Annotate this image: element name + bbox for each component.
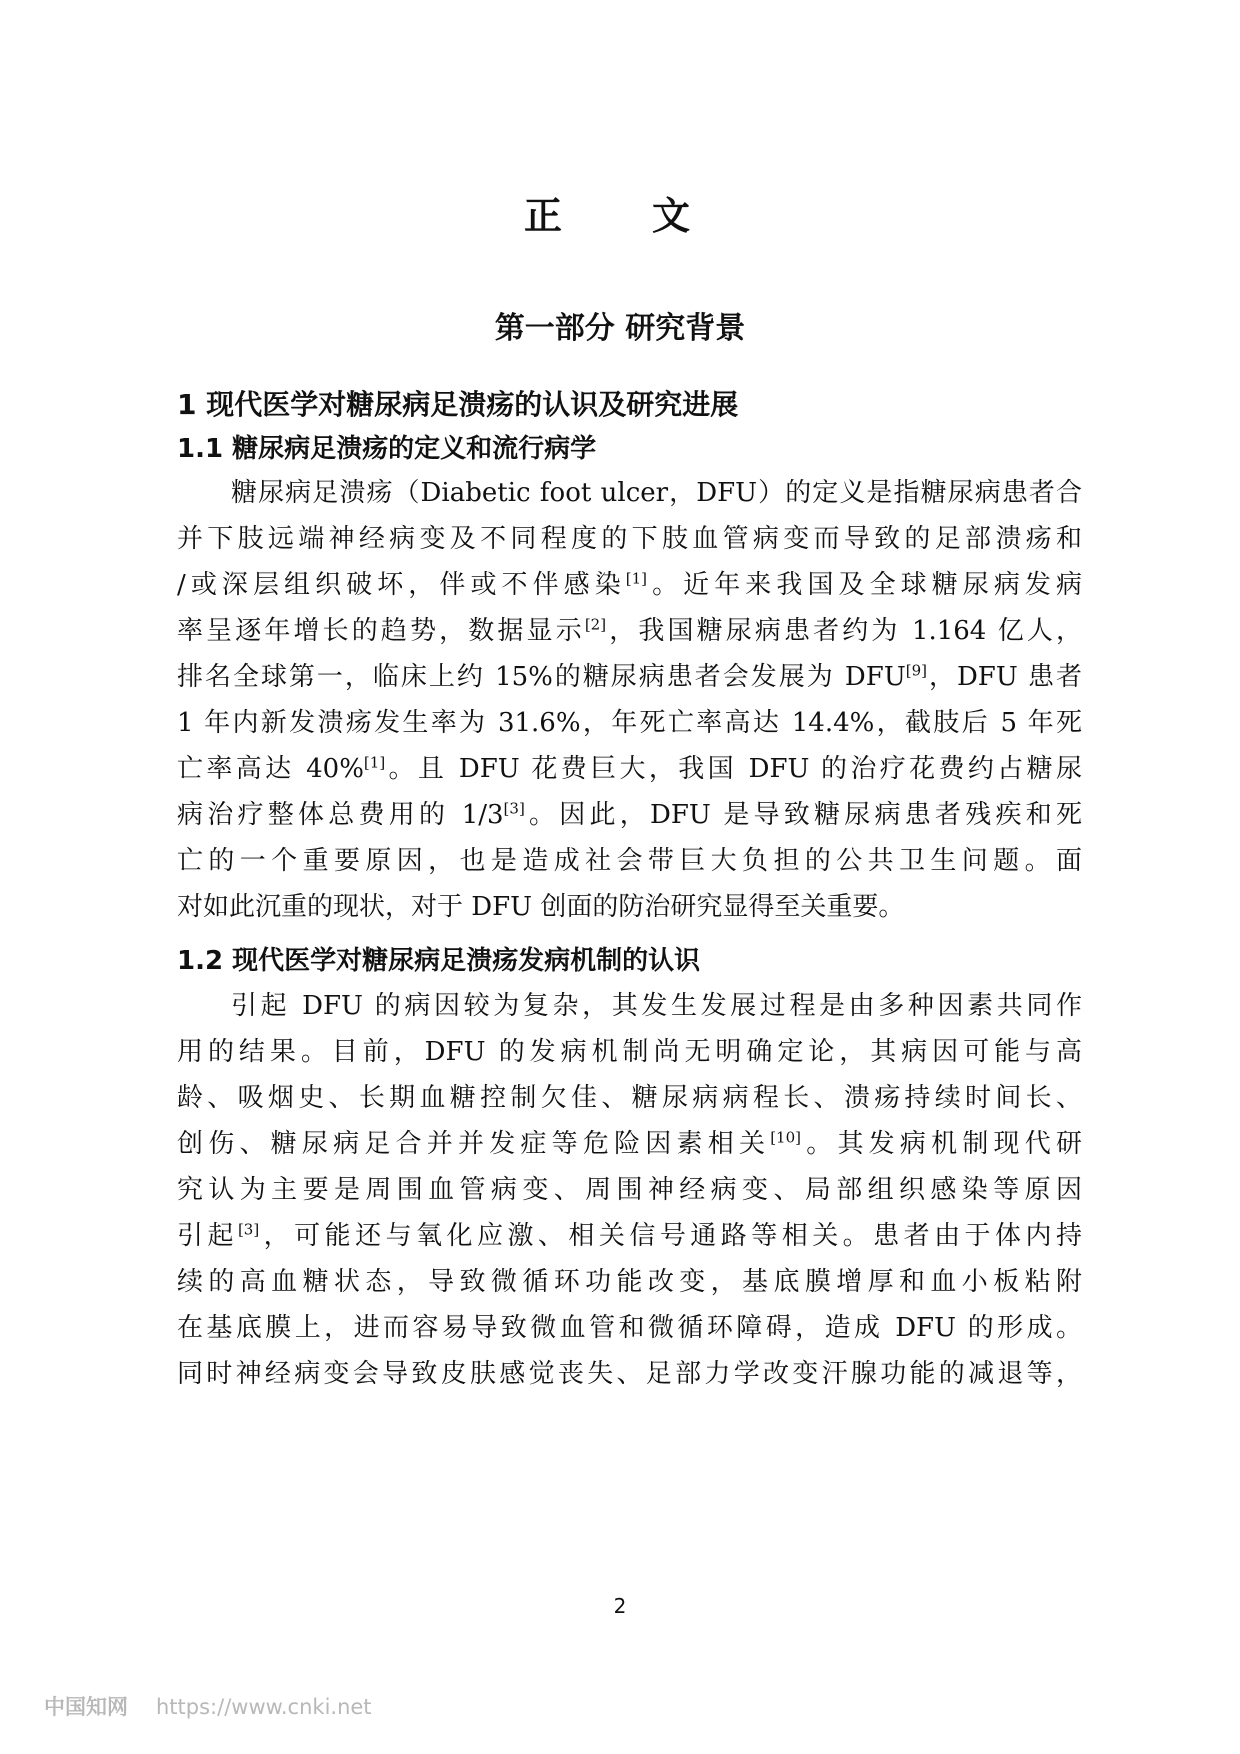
paragraph-line: 同时神经病变会导致皮肤感觉丧失、足部力学改变汗腺功能的减退等， xyxy=(177,1359,1082,1389)
paragraph-line: 1 年内新发溃疡发生率为 31.6%，年死亡率高达 14.4%，截肢后 5 年死 xyxy=(177,708,1082,738)
paragraph-line: 续的高血糖状态，导致微循环功能改变，基底膜增厚和血小板粘附 xyxy=(177,1267,1082,1297)
paragraph-line: /或深层组织破坏，伴或不伴感染[1]。近年来我国及全球糖尿病发病 xyxy=(177,569,1082,600)
paragraph-line: 引起 DFU 的病因较为复杂，其发生发展过程是由多种因素共同作 xyxy=(231,991,1082,1021)
cnki-watermark xyxy=(44,1691,372,1721)
paragraph-line: 对如此沉重的现状，对于 DFU 创面的防治研究显得至关重要。 xyxy=(177,892,905,922)
paragraph-line: 引起[3]，可能还与氧化应激、相关信号通路等相关。患者由于体内持 xyxy=(177,1220,1082,1251)
section-1-1-heading: 1.1 糖尿病足溃疡的定义和流行病学 xyxy=(177,434,597,464)
paragraph-line: 用的结果。目前，DFU 的发病机制尚无明确定论，其病因可能与高 xyxy=(177,1037,1082,1067)
paragraph-line: 并下肢远端神经病变及不同程度的下肢血管病变而导致的足部溃疡和 xyxy=(177,524,1082,554)
citation: [3] xyxy=(503,799,525,818)
paragraph-line: 率呈逐年增长的趋势，数据显示[2]，我国糖尿病患者约为 1.164 亿人， xyxy=(177,615,1082,646)
citation: [9] xyxy=(905,661,927,680)
section-1-2-paragraph xyxy=(177,983,1082,1397)
paragraph-line: 病治疗整体总费用的 1/3[3]。因此，DFU 是导致糖尿病患者残疾和死 xyxy=(177,799,1082,830)
paragraph-line: 龄、吸烟史、长期血糖控制欠佳、糖尿病病程长、溃疡持续时间长、 xyxy=(177,1083,1082,1113)
cnki-url: https://www.cnki.net xyxy=(156,1695,372,1719)
part-title: 第一部分 研究背景 xyxy=(494,311,746,346)
page-number: 2 xyxy=(613,1594,627,1618)
paragraph-line: 糖尿病足溃疡（Diabetic foot ulcer，DFU）的定义是指糖尿病患者合 xyxy=(231,478,1082,508)
section-1-2-heading: 1.2 现代医学对糖尿病足溃疡发病机制的认识 xyxy=(177,946,701,976)
citation: [10] xyxy=(770,1128,801,1147)
citation: [3] xyxy=(237,1220,260,1239)
citation: [2] xyxy=(584,615,607,634)
section-1-1-paragraph xyxy=(177,470,1082,930)
paragraph-line: 究认为主要是周围血管病变、周围神经病变、局部组织感染等原因 xyxy=(177,1175,1082,1205)
citation: [1] xyxy=(363,753,386,772)
cnki-logo-text: 中国知网 xyxy=(44,1695,128,1719)
paragraph-line: 亡的一个重要原因，也是造成社会带巨大负担的公共卫生问题。面 xyxy=(177,846,1082,876)
document-title: 正 文 xyxy=(523,194,716,238)
paragraph-line: 排名全球第一，临床上约 15%的糖尿病患者会发展为 DFU[9]，DFU 患者 xyxy=(177,661,1082,692)
paragraph-line: 亡率高达 40%[1]。且 DFU 花费巨大，我国 DFU 的治疗花费约占糖尿 xyxy=(177,753,1083,784)
paragraph-line: 创伤、糖尿病足合并并发症等危险因素相关[10]。其发病机制现代研 xyxy=(177,1128,1082,1159)
paragraph-line: 在基底膜上，进而容易导致微血管和微循环障碍，造成 DFU 的形成。 xyxy=(177,1313,1082,1343)
section-1-heading: 1 现代医学对糖尿病足溃疡的认识及研究进展 xyxy=(177,388,739,421)
citation: [1] xyxy=(625,569,648,588)
